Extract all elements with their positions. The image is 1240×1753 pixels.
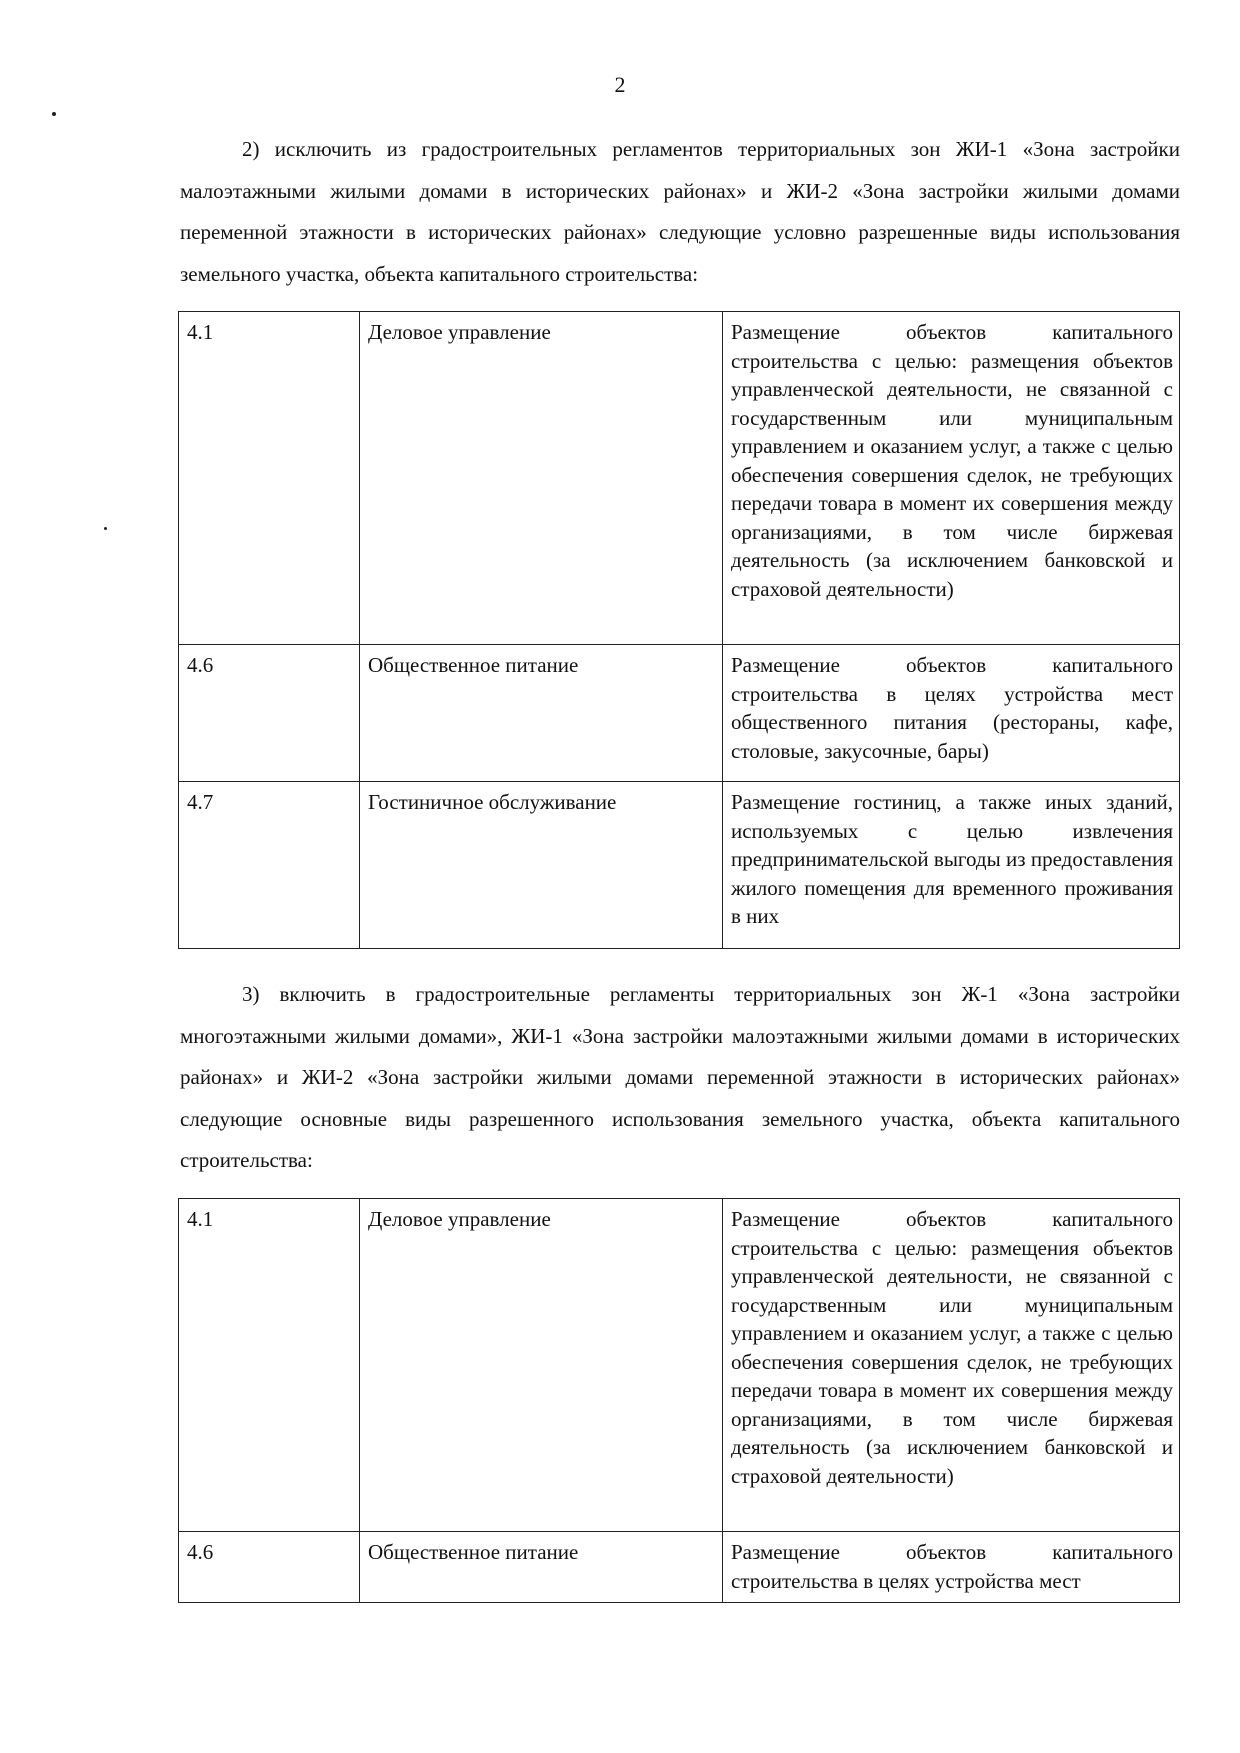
table-row bbox=[179, 1532, 1180, 1603]
use-name: Гостиничное обслуживание bbox=[360, 782, 723, 949]
permitted-uses-table-1 bbox=[178, 311, 1180, 949]
table-row bbox=[179, 312, 1180, 645]
use-description: Размещение объектов капитального строительства с целью: размещения объектов управленческой деятельности, не связанной с государственным или муниципальным управлением и оказанием услуг, а также с целью обеспечения совершения сделок, не требующих передачи товара в момент их совершения между организациями, в том числе биржевая деятельность (за исключением банковской и страховой деятельности) bbox=[723, 1199, 1180, 1532]
use-description: Размещение объектов капитального строительства в целях устройства мест bbox=[723, 1532, 1180, 1603]
page-number: 2 bbox=[614, 72, 626, 97]
table-row bbox=[179, 1199, 1180, 1532]
use-description: Размещение гостиниц, а также иных зданий, используемых с целью извлечения предпринимательской выгоды из предоставления жилого помещения для временного проживания в них bbox=[723, 782, 1180, 949]
use-name: Общественное питание bbox=[360, 645, 723, 782]
scan-speck bbox=[104, 527, 107, 530]
permitted-uses-table-2 bbox=[178, 1198, 1180, 1603]
paragraph-3: 3) включить в градостроительные регламенты территориальных зон Ж-1 «Зона застройки многоэтажными жилыми домами», ЖИ-1 «Зона застройки малоэтажными жилыми домами в исторических районах» и ЖИ-2 «Зона застройки жилыми домами переменной этажности в исторических районах» следующие основные виды разрешенного использования земельного участка, объекта капитального строительства: bbox=[180, 982, 1180, 1172]
use-code: 4.6 bbox=[179, 1532, 360, 1603]
table-row bbox=[179, 645, 1180, 782]
table-row bbox=[179, 782, 1180, 949]
use-name: Деловое управление bbox=[360, 312, 723, 645]
use-code: 4.1 bbox=[179, 1199, 360, 1532]
use-name: Деловое управление bbox=[360, 1199, 723, 1532]
use-code: 4.7 bbox=[179, 782, 360, 949]
use-code: 4.6 bbox=[179, 645, 360, 782]
scan-speck bbox=[52, 112, 56, 116]
use-code: 4.1 bbox=[179, 312, 360, 645]
paragraph-2: 2) исключить из градостроительных регламентов территориальных зон ЖИ-1 «Зона застройки малоэтажными жилыми домами в исторических районах» и ЖИ-2 «Зона застройки жилыми домами переменной этажности в исторических районах» следующие условно разрешенные виды использования земельного участка, объекта капитального строительства: bbox=[180, 137, 1180, 286]
use-description: Размещение объектов капитального строительства с целью: размещения объектов управленческой деятельности, не связанной с государственным или муниципальным управлением и оказанием услуг, а также с целью обеспечения совершения сделок, не требующих передачи товара в момент их совершения между организациями, в том числе биржевая деятельность (за исключением банковской и страховой деятельности) bbox=[723, 312, 1180, 645]
use-name: Общественное питание bbox=[360, 1532, 723, 1603]
use-description: Размещение объектов капитального строительства в целях устройства мест общественного питания (рестораны, кафе, столовые, закусочные, бары) bbox=[723, 645, 1180, 782]
